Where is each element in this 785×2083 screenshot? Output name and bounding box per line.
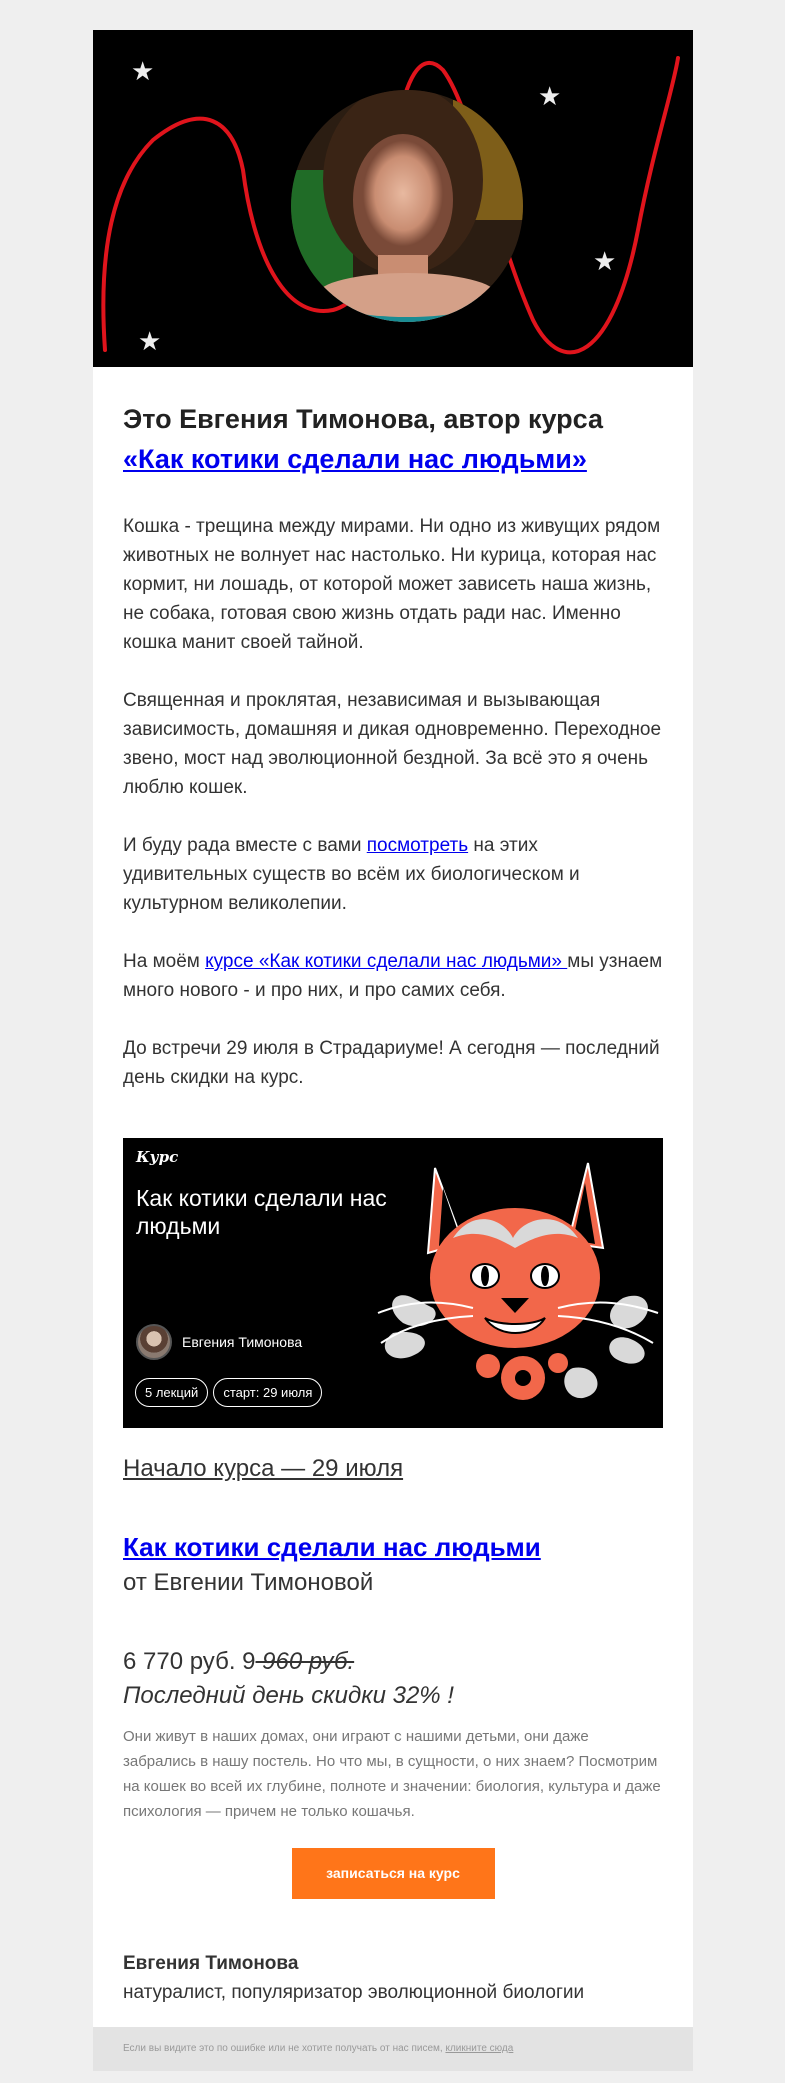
paragraph-4-start: На моём [123,951,206,972]
signature-role: натуралист, популяризатор эволюционной биологии [123,1982,585,2003]
paragraph-4-end: мы узнаем много нового - и про них, и про самих себя. [123,951,663,1001]
cta-wrapper [123,1848,663,1899]
course-inline-link[interactable]: курсе «Как котики сделали нас людьми» [205,951,568,972]
paragraph-3-end: на этих удивительных существ во всём их биологическом и культурном великолепии. [123,835,580,914]
paragraph-3-start: И буду рада вместе с вами [123,835,367,856]
pill-start: старт: 29 июля [213,1378,322,1407]
hero-illustration [93,30,693,367]
page-title [123,367,663,479]
course-description: Они живут в наших домах, они играют с нашими детьми, они даже забрались в нашу постель. Но что мы, в сущности, о них знаем? Посмотрим на кошек во всей их глубине, полноте и значении: биология, культура и даже психология — причем не только кошачья. [123,1728,661,1820]
current-price: 6 770 руб. [123,1648,236,1675]
pill-lectures: 5 лекций [135,1378,208,1407]
footer [93,2027,693,2071]
avatar [136,1324,172,1360]
title-prefix: Это Евгения Тимонова, автор курса [123,404,603,434]
course-author: от Евгении Тимоновой [123,1569,374,1596]
footer-text: Если вы видите это по ошибке или не хотите получать от нас писем, [123,2043,446,2054]
paragraph-4 [123,947,663,1005]
content [93,367,693,2027]
course-start-date[interactable]: Начало курса — 29 июля [123,1455,404,1482]
banner-author-name: Евгения Тимонова [182,1334,303,1350]
watch-link[interactable]: посмотреть [366,835,469,856]
old-price-prefix: 9 [235,1648,256,1675]
price [123,1646,663,1678]
banner-brand: Курс [136,1148,179,1166]
paragraph-2: Священная и проклятая, независимая и вызывающая зависимость, домашняя и дикая одновременно. Переходное звено, мост над эволюционной бездной. За всё это я очень люблю кошек. [123,690,662,798]
email-container [93,30,693,2071]
paragraph-5: До встречи 29 июля в Страдариуме! А сегодня — последний день скидки на курс. [123,1038,660,1088]
hero-banner [93,30,693,367]
course-title [123,1531,663,1563]
banner-title: Как котики сделали нас людьми [136,1185,387,1239]
svg-text:★: ★ [593,247,617,277]
course-banner[interactable] [123,1138,663,1428]
banner-pills [135,1378,322,1407]
banner-author [136,1324,302,1360]
title-course-link[interactable]: «Как котики сделали нас людьми» [123,444,587,474]
svg-text:★: ★ [138,327,162,357]
paragraph-1: Кошка - трещина между мирами. Ни одно из живущих рядом животных не волнует нас настолько. Ни курица, которая нас кормит, ни лошадь, от которой может зависеть наша жизнь, не собака, готовая свою жизнь отдать ради нас. Именно кошка манит своей тайной. [123,516,661,653]
unsubscribe-link[interactable]: кликните сюда [445,2043,514,2054]
cat-illustration-icon [373,1148,663,1418]
paragraph-3 [123,831,663,918]
old-price: 960 руб. [255,1648,355,1675]
enroll-button[interactable]: записаться на курс [292,1848,495,1899]
svg-text:★: ★ [131,57,155,87]
svg-text:★: ★ [538,82,562,112]
course-title-link[interactable]: Как котики сделали нас людьми [123,1532,541,1562]
signature-name: Евгения Тимонова [123,1953,299,1974]
discount-note: Последний день скидки 32% ! [123,1682,454,1709]
